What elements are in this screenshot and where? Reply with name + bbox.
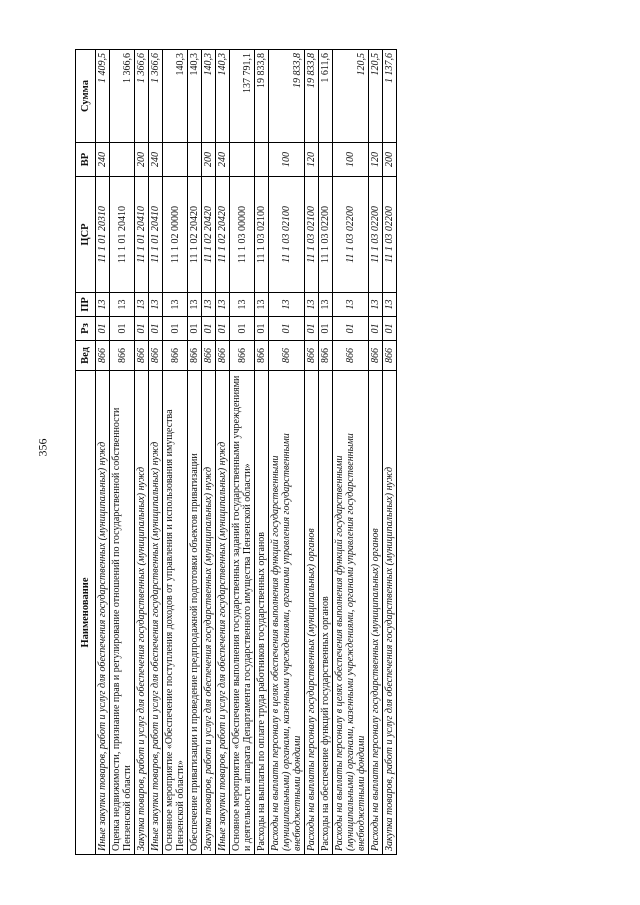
- cell-sum: 1 366,6: [149, 50, 163, 143]
- header-ved: Вед: [76, 341, 96, 371]
- cell-sum: 1 366,6: [135, 50, 149, 143]
- cell-rz: 01: [216, 317, 230, 341]
- cell-pr: 13: [230, 293, 255, 317]
- cell-csr: 11 1 03 02100: [305, 177, 319, 293]
- cell-csr: 11 1 01 20310: [96, 177, 110, 293]
- cell-name: Закупка товаров, работ и услуг для обеспечения государственных (муниципальных) нужд: [383, 371, 397, 855]
- table-body: [96, 50, 397, 855]
- cell-pr: 13: [96, 293, 110, 317]
- cell-vr: [163, 143, 188, 177]
- cell-ved: 866: [333, 341, 369, 371]
- cell-vr: 240: [149, 143, 163, 177]
- table-row: [369, 50, 383, 855]
- cell-pr: 13: [163, 293, 188, 317]
- cell-sum: 140,3: [216, 50, 230, 143]
- cell-ved: 866: [163, 341, 188, 371]
- budget-table: [75, 49, 397, 855]
- cell-name: Расходы на выплаты персоналу в целях обеспечения выполнения функций государственными (муниципальными) органами, казенными учреждениями, органами управления государственными внебюджетными фондами: [333, 371, 369, 855]
- cell-vr: [255, 143, 269, 177]
- cell-rz: 01: [110, 317, 135, 341]
- cell-rz: 01: [319, 317, 333, 341]
- cell-name: Расходы на выплаты по оплате труда работников государственных органов: [255, 371, 269, 855]
- cell-ved: 866: [110, 341, 135, 371]
- cell-sum: 120,5: [369, 50, 383, 143]
- cell-pr: 13: [188, 293, 202, 317]
- cell-vr: 200: [202, 143, 216, 177]
- cell-pr: 13: [333, 293, 369, 317]
- cell-vr: [319, 143, 333, 177]
- cell-pr: 13: [383, 293, 397, 317]
- table-row: [188, 50, 202, 855]
- cell-csr: 11 1 03 02100: [255, 177, 269, 293]
- cell-rz: 01: [188, 317, 202, 341]
- cell-sum: 137 791,1: [230, 50, 255, 143]
- header-vr: ВР: [76, 143, 96, 177]
- table-row: [305, 50, 319, 855]
- cell-ved: 866: [230, 341, 255, 371]
- cell-rz: 01: [255, 317, 269, 341]
- cell-vr: 240: [216, 143, 230, 177]
- cell-vr: [188, 143, 202, 177]
- table-row: [96, 50, 110, 855]
- cell-rz: 01: [230, 317, 255, 341]
- cell-pr: 13: [135, 293, 149, 317]
- cell-rz: 01: [369, 317, 383, 341]
- table-row: [135, 50, 149, 855]
- cell-name: Обеспечение приватизации и проведение предпродажной подготовки объектов приватизации: [188, 371, 202, 855]
- cell-name: Иные закупки товаров, работ и услуг для обеспечения государственных (муниципальных) нужд: [216, 371, 230, 855]
- table-row: [149, 50, 163, 855]
- cell-ved: 866: [149, 341, 163, 371]
- table-row: [333, 50, 369, 855]
- cell-name: Иные закупки товаров, работ и услуг для обеспечения государственных (муниципальных) нужд: [96, 371, 110, 855]
- cell-sum: 19 833,8: [305, 50, 319, 143]
- cell-name: Основное мероприятие «Обеспечение поступления доходов от управления и использования имущества Пензенской области»: [163, 371, 188, 855]
- table-row: [202, 50, 216, 855]
- cell-ved: 866: [305, 341, 319, 371]
- cell-ved: 866: [255, 341, 269, 371]
- table-row: [269, 50, 305, 855]
- cell-sum: 1 409,5: [96, 50, 110, 143]
- cell-name: Закупка товаров, работ и услуг для обеспечения государственных (муниципальных) нужд: [135, 371, 149, 855]
- cell-ved: 866: [96, 341, 110, 371]
- table-row: [319, 50, 333, 855]
- cell-vr: 120: [305, 143, 319, 177]
- cell-sum: 140,3: [188, 50, 202, 143]
- cell-sum: 1 137,6: [383, 50, 397, 143]
- cell-vr: 100: [269, 143, 305, 177]
- cell-csr: 11 1 01 20410: [110, 177, 135, 293]
- cell-ved: 866: [383, 341, 397, 371]
- cell-vr: 100: [333, 143, 369, 177]
- cell-rz: 01: [305, 317, 319, 341]
- cell-sum: 19 833,8: [255, 50, 269, 143]
- cell-csr: 11 1 03 02200: [319, 177, 333, 293]
- cell-sum: 1 366,6: [110, 50, 135, 143]
- cell-sum: 120,5: [333, 50, 369, 143]
- table-row: [216, 50, 230, 855]
- cell-sum: 1 611,6: [319, 50, 333, 143]
- table-row: [110, 50, 135, 855]
- page-number: 356: [35, 438, 50, 457]
- cell-pr: 13: [319, 293, 333, 317]
- cell-pr: 13: [269, 293, 305, 317]
- cell-ved: 866: [319, 341, 333, 371]
- cell-csr: 11 1 03 02100: [269, 177, 305, 293]
- cell-vr: [230, 143, 255, 177]
- cell-vr: 240: [96, 143, 110, 177]
- cell-sum: 140,3: [202, 50, 216, 143]
- cell-ved: 866: [188, 341, 202, 371]
- rotated-table-container: [75, 50, 551, 855]
- cell-vr: 200: [383, 143, 397, 177]
- cell-name: Оценка недвижимости, признание прав и регулирование отношений по государственной собственности Пензенской области: [110, 371, 135, 855]
- cell-rz: 01: [96, 317, 110, 341]
- cell-sum: 140,3: [163, 50, 188, 143]
- header-sum: Сумма: [76, 50, 96, 143]
- cell-pr: 13: [202, 293, 216, 317]
- table-row: [230, 50, 255, 855]
- cell-rz: 01: [163, 317, 188, 341]
- cell-csr: 11 1 02 20420: [188, 177, 202, 293]
- cell-csr: 11 1 02 20420: [202, 177, 216, 293]
- cell-name: Расходы на выплаты персоналу в целях обеспечения выполнения функций государственными (муниципальными) органами, казенными учреждениями, органами управления государственными внебюджетными фондами: [269, 371, 305, 855]
- cell-ved: 866: [369, 341, 383, 371]
- cell-name: Иные закупки товаров, работ и услуг для обеспечения государственных (муниципальных) нужд: [149, 371, 163, 855]
- cell-name: Расходы на выплаты персоналу государственных (муниципальных) органов: [305, 371, 319, 855]
- cell-csr: 11 1 03 02200: [383, 177, 397, 293]
- cell-pr: 13: [149, 293, 163, 317]
- cell-vr: [110, 143, 135, 177]
- table-header-row: [76, 50, 96, 855]
- cell-ved: 866: [269, 341, 305, 371]
- header-name: Наименование: [76, 371, 96, 855]
- table-row: [163, 50, 188, 855]
- header-rz: Рз: [76, 317, 96, 341]
- cell-name: Основное мероприятие «Обеспечение выполнения государственных заданий государственными учреждениями и деятельности аппарата Департамента государственного имущества Пензенской области»: [230, 371, 255, 855]
- cell-ved: 866: [216, 341, 230, 371]
- cell-csr: 11 1 03 00000: [230, 177, 255, 293]
- cell-csr: 11 1 02 00000: [163, 177, 188, 293]
- cell-rz: 01: [269, 317, 305, 341]
- cell-sum: 19 833,8: [269, 50, 305, 143]
- cell-pr: 13: [305, 293, 319, 317]
- cell-csr: 11 1 03 02200: [369, 177, 383, 293]
- cell-rz: 01: [202, 317, 216, 341]
- cell-rz: 01: [135, 317, 149, 341]
- cell-csr: 11 1 03 02200: [333, 177, 369, 293]
- cell-ved: 866: [202, 341, 216, 371]
- cell-ved: 866: [135, 341, 149, 371]
- cell-pr: 13: [369, 293, 383, 317]
- cell-rz: 01: [383, 317, 397, 341]
- cell-vr: 200: [135, 143, 149, 177]
- cell-csr: 11 1 01 20410: [135, 177, 149, 293]
- cell-pr: 13: [216, 293, 230, 317]
- header-csr: ЦСР: [76, 177, 96, 293]
- cell-name: Закупка товаров, работ и услуг для обеспечения государственных (муниципальных) нужд: [202, 371, 216, 855]
- cell-vr: 120: [369, 143, 383, 177]
- cell-pr: 13: [255, 293, 269, 317]
- header-pr: ПР: [76, 293, 96, 317]
- table-row: [383, 50, 397, 855]
- cell-name: Расходы на выплаты персоналу государственных (муниципальных) органов: [369, 371, 383, 855]
- cell-csr: 11 1 01 20410: [149, 177, 163, 293]
- cell-pr: 13: [110, 293, 135, 317]
- cell-name: Расходы на обеспечение функций государственных органов: [319, 371, 333, 855]
- cell-rz: 01: [149, 317, 163, 341]
- cell-rz: 01: [333, 317, 369, 341]
- table-row: [255, 50, 269, 855]
- cell-csr: 11 1 02 20420: [216, 177, 230, 293]
